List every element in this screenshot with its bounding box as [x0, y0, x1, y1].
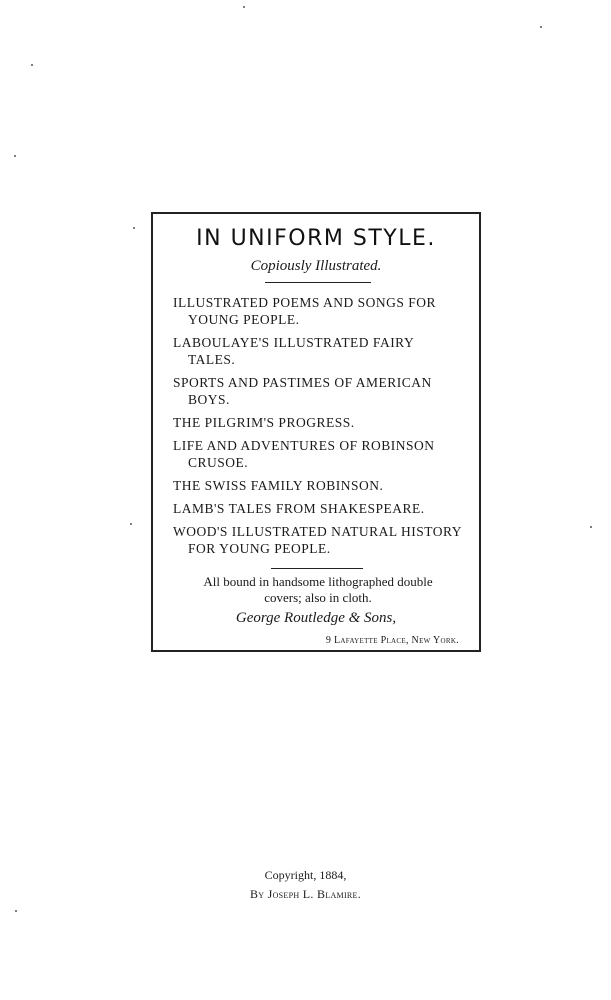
book-title: LABOULAYE'S ILLUSTRATED FAIRY TALES. — [173, 335, 414, 367]
copyright-notice — [0, 866, 611, 904]
book-title: ILLUSTRATED POEMS AND SONGS FOR YOUNG PEOPLE. — [173, 295, 437, 327]
copyright-holder: By Joseph L. Blamire. — [249, 887, 362, 901]
binding-note: All bound in handsome lithographed double covers; also in cloth. — [203, 574, 433, 605]
publisher-name: George Routledge & Sons, — [235, 610, 397, 626]
divider — [271, 568, 363, 569]
print-speck — [14, 155, 16, 157]
print-speck — [590, 526, 592, 528]
book-title: LAMB'S TALES FROM SHAKESPEARE. — [173, 501, 425, 516]
print-speck — [540, 26, 542, 28]
divider — [265, 282, 371, 283]
print-speck — [130, 523, 132, 525]
print-speck — [15, 910, 17, 912]
book-title: WOOD'S ILLUSTRATED NATURAL HISTORY FOR YOUNG PEOPLE. — [173, 524, 462, 556]
advert-heading: IN UNIFORM STYLE. — [196, 226, 436, 251]
print-speck — [133, 227, 135, 229]
print-speck — [31, 64, 33, 66]
publisher-address: 9 Lafayette Place, New York. — [325, 635, 459, 646]
book-title: THE SWISS FAMILY ROBINSON. — [173, 478, 384, 493]
print-speck — [243, 6, 245, 8]
book-title: LIFE AND ADVENTURES OF ROBINSON CRUSOE. — [173, 438, 435, 470]
book-title: THE PILGRIM'S PROGRESS. — [173, 415, 355, 430]
advertisement-box — [151, 212, 481, 652]
copyright-line: Copyright, 1884, — [264, 868, 347, 882]
advert-subheading: Copiously Illustrated. — [250, 258, 382, 274]
book-title-list — [173, 294, 463, 563]
book-title: SPORTS AND PASTIMES OF AMERICAN BOYS. — [173, 375, 432, 407]
